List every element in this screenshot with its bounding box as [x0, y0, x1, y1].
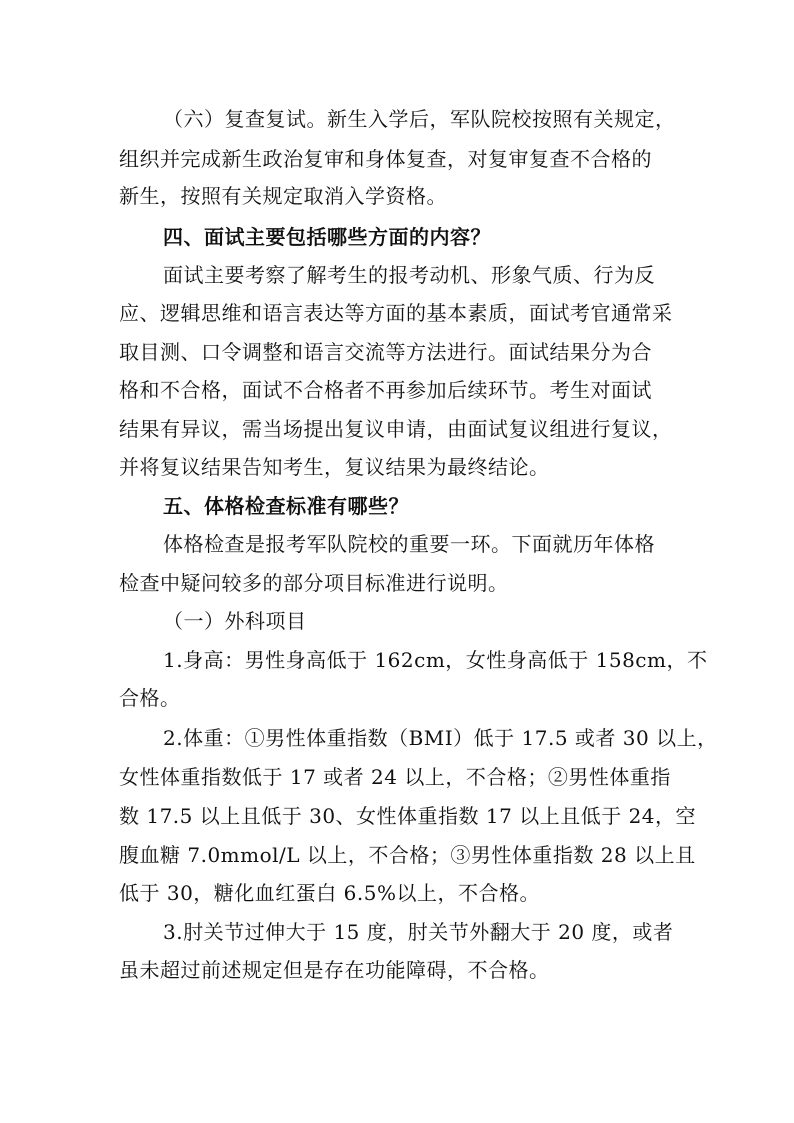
paragraph-line: 2.体重：①男性体重指数（BMI）低于 17.5 或者 30 以上，: [163, 726, 718, 750]
paragraph-line: 1.身高：男性身高低于 162cm，女性身高低于 158cm，不: [163, 648, 708, 672]
paragraph-line: 腹血糖 7.0mmol/L 以上，不合格；③男性体重指数 28 以上且: [119, 843, 696, 867]
paragraph-line: 面试主要考察了解考生的报考动机、形象气质、行为反: [163, 263, 655, 287]
paragraph-line: 低于 30，糖化血红蛋白 6.5%以上，不合格。: [119, 881, 540, 905]
section-heading: 四、面试主要包括哪些方面的内容？: [163, 225, 491, 249]
paragraph-line: 数 17.5 以上且低于 30、女性体重指数 17 以上且低于 24，空: [119, 804, 697, 828]
paragraph-line: 3.肘关节过伸大于 15 度，肘关节外翻大于 20 度，或者: [163, 920, 674, 944]
paragraph-line: 并将复议结果告知考生，复议结果为最终结论。: [119, 455, 550, 479]
paragraph-line: 组织并完成新生政治复审和身体复查，对复审复查不合格的: [119, 147, 652, 171]
paragraph-line: 格和不合格，面试不合格者不再参加后续环节。考生对面试: [119, 378, 652, 402]
paragraph-line: 应、逻辑思维和语言表达等方面的基本素质，面试考官通常采: [119, 301, 673, 325]
paragraph-line: 合格。: [119, 686, 181, 710]
subsection-heading: （一）外科项目: [163, 609, 307, 633]
paragraph-line: 取目测、口令调整和语言交流等方法进行。面试结果分为合: [119, 340, 652, 364]
paragraph-line: 女性体重指数低于 17 或者 24 以上，不合格；②男性体重指: [119, 765, 671, 789]
paragraph-line: 检查中疑问较多的部分项目标准进行说明。: [119, 571, 509, 595]
section-heading: 五、体格检查标准有哪些？: [163, 494, 409, 518]
paragraph-line: 结果有异议，需当场提出复议申请，由面试复议组进行复议，: [119, 417, 673, 441]
paragraph-line: 新生，按照有关规定取消入学资格。: [119, 184, 447, 208]
paragraph-line: （六）复查复试。新生入学后，军队院校按照有关规定，: [163, 107, 676, 131]
paragraph-line: 虽未超过前述规定但是存在功能障碍，不合格。: [119, 958, 550, 982]
paragraph-line: 体格检查是报考军队院校的重要一环。下面就历年体格: [163, 532, 655, 556]
